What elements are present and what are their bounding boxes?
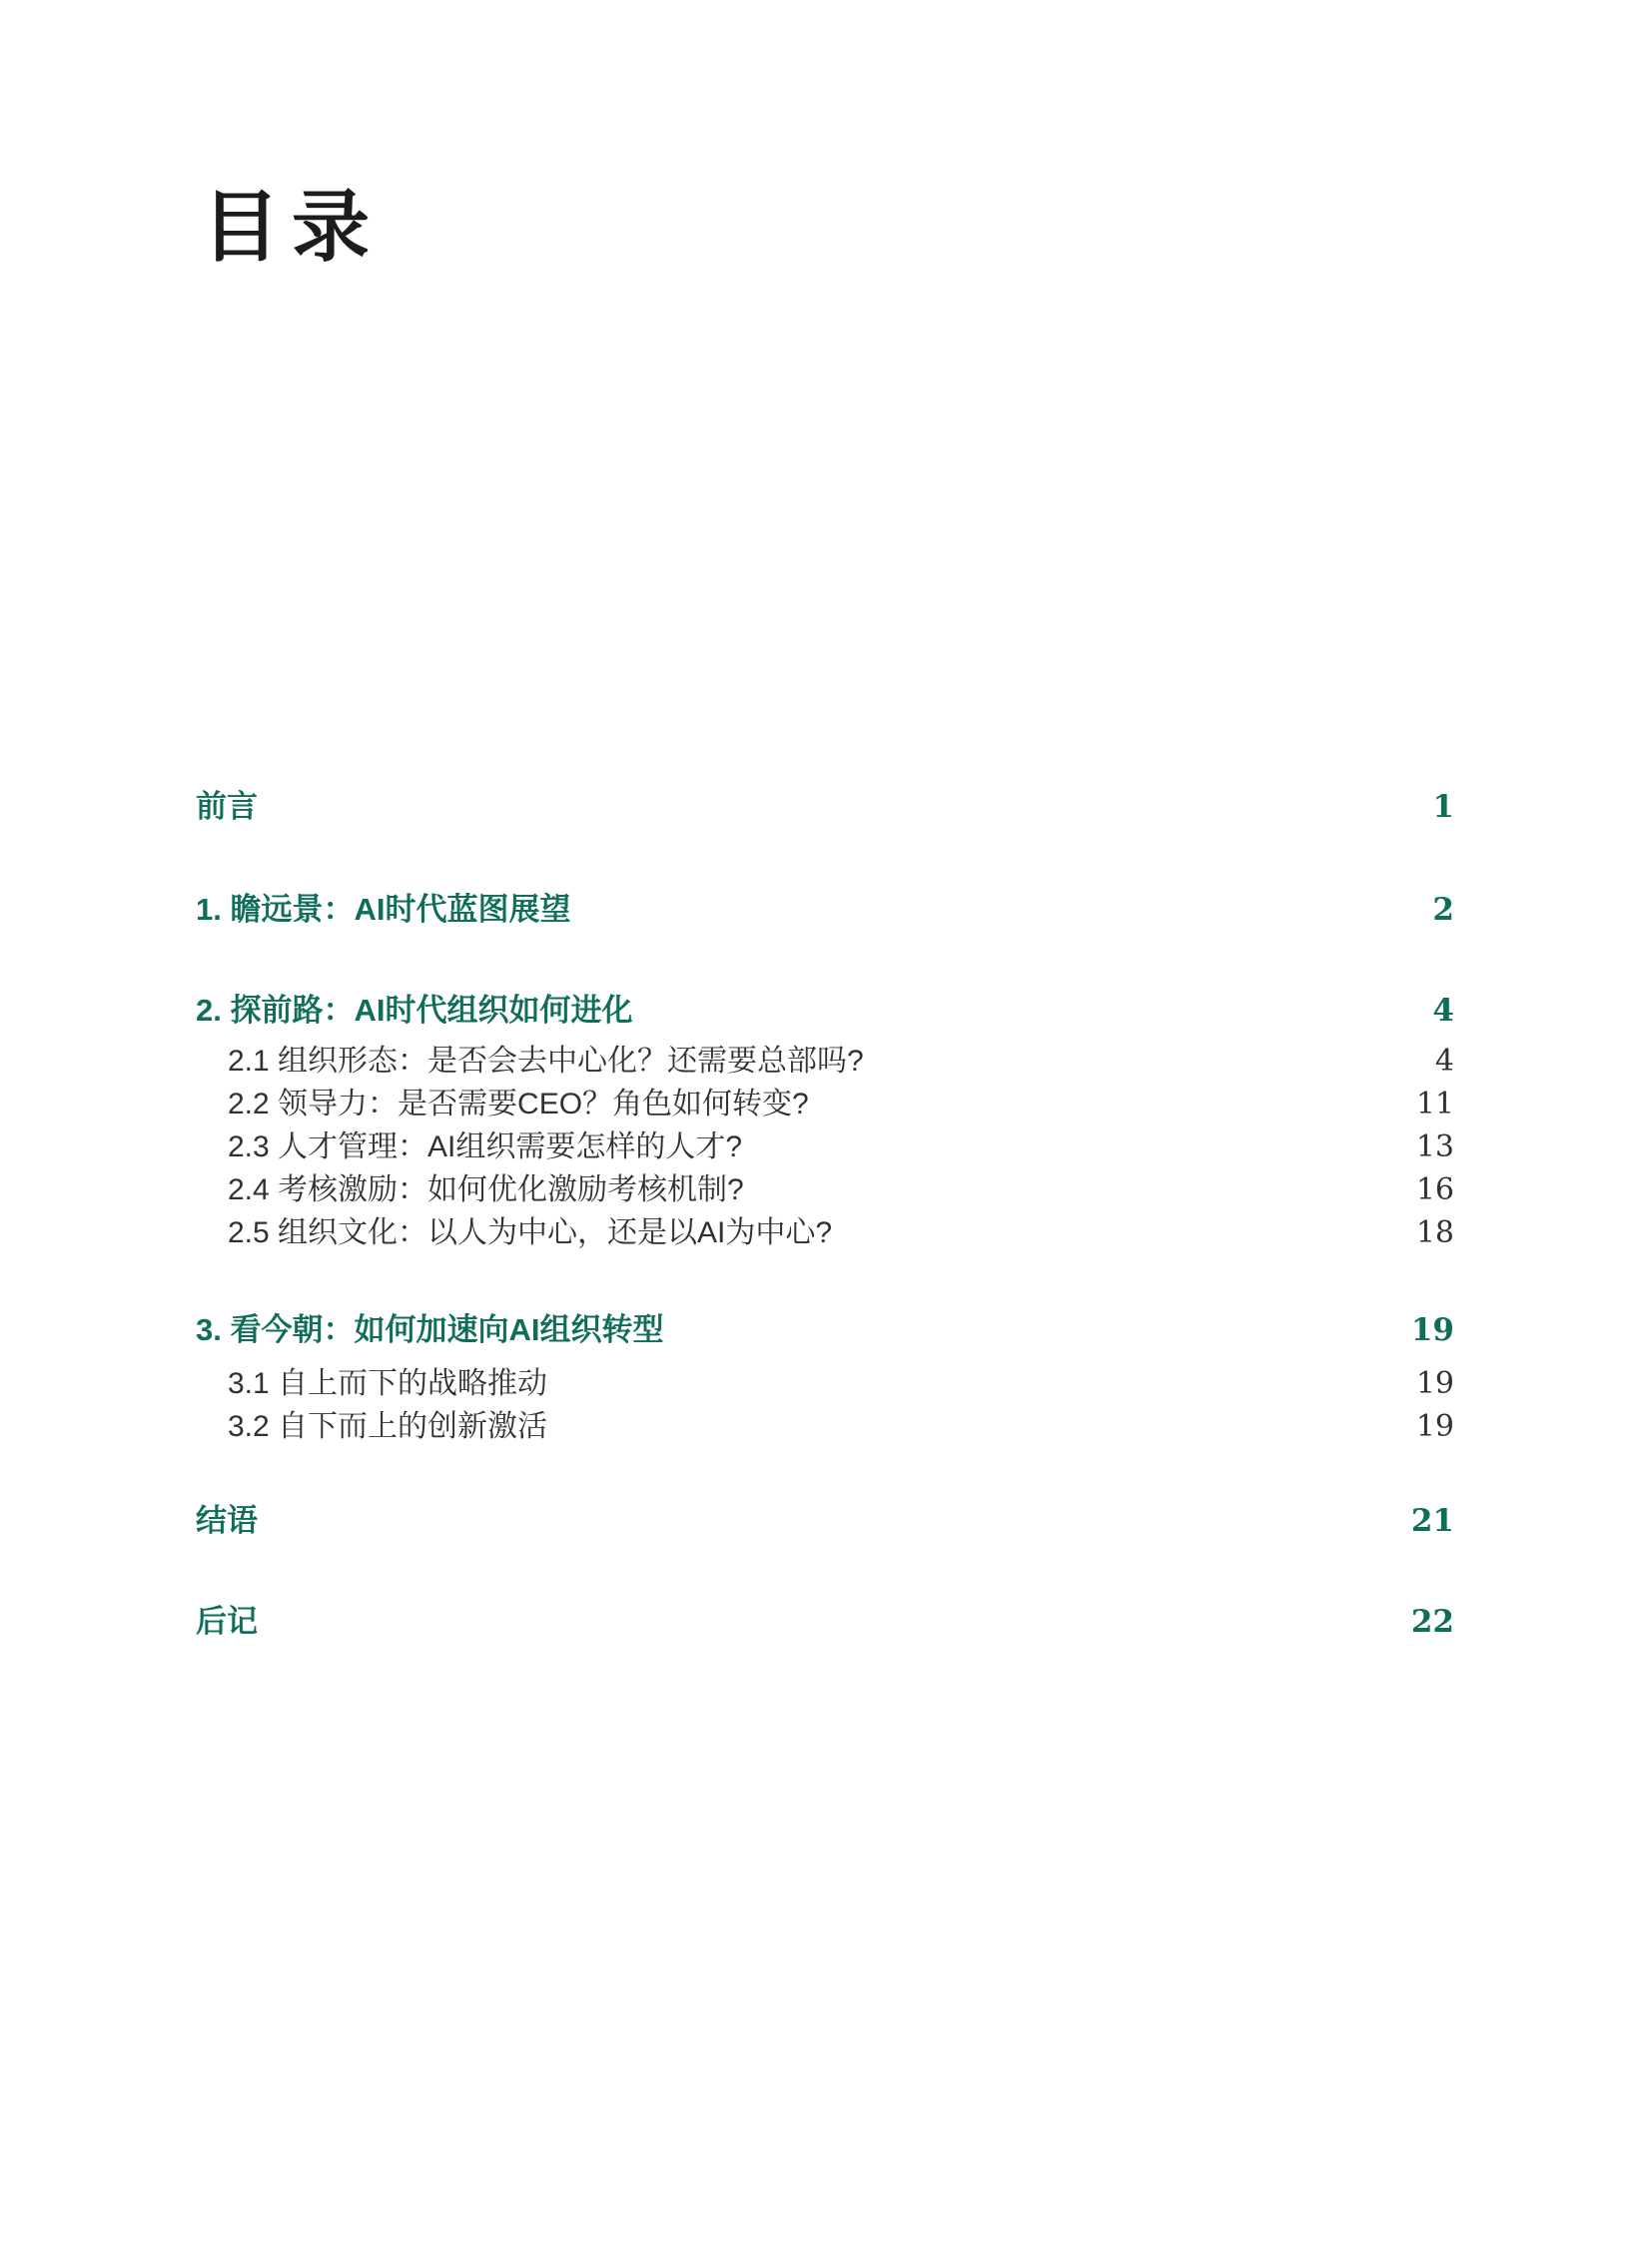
toc-entry-conclusion[interactable] [196, 1499, 1454, 1543]
toc-entry-label: 2.2 领导力：是否需要CEO？角色如何转变? [228, 1087, 809, 1120]
toc-entry-2-2[interactable] [196, 1083, 1454, 1125]
toc-entry-afterword[interactable] [196, 1600, 1454, 1644]
toc-entry-label: 前言 [196, 788, 258, 824]
page-title: 目录 [202, 182, 383, 273]
toc-entry-label: 3.2 自下而上的创新激活 [228, 1409, 548, 1443]
toc-entry-page: 11 [1415, 1086, 1454, 1121]
toc-entry-page: 4 [1434, 1043, 1454, 1079]
toc-list [196, 785, 1454, 1644]
toc-entry-label: 2.3 人才管理：AI组织需要怎样的人才? [228, 1129, 743, 1163]
toc-entry-label: 后记 [196, 1603, 258, 1639]
toc-content [196, 0, 1454, 1644]
toc-entry-page: 21 [1410, 1502, 1454, 1539]
toc-entry-page: 16 [1415, 1171, 1454, 1207]
toc-entry-3-1[interactable] [196, 1362, 1454, 1405]
toc-entry-section-3[interactable] [196, 1308, 1454, 1352]
toc-entry-preface[interactable] [196, 785, 1454, 829]
toc-entry-label: 2.4 考核激励：如何优化激励考核机制? [228, 1172, 744, 1206]
toc-entry-page: 19 [1415, 1365, 1454, 1401]
toc-entry-section-2[interactable] [196, 989, 1454, 1033]
toc-entry-label: 3.1 自上而下的战略推动 [228, 1366, 548, 1400]
toc-entry-page: 4 [1432, 992, 1454, 1029]
toc-entry-page: 19 [1410, 1311, 1454, 1348]
toc-entry-label: 结语 [196, 1502, 258, 1538]
toc-entry-page: 19 [1415, 1408, 1454, 1444]
toc-entry-2-3[interactable] [196, 1125, 1454, 1168]
toc-entry-label: 3. 看今朝：如何加速向AI组织转型 [196, 1311, 664, 1347]
toc-entry-label: 1. 瞻远景：AI时代蓝图展望 [196, 891, 571, 927]
toc-entry-label: 2.5 组织文化：以人为中心，还是以AI为中心? [228, 1215, 833, 1249]
toc-entry-2-4[interactable] [196, 1168, 1454, 1211]
toc-entry-page: 2 [1432, 891, 1454, 928]
toc-entry-label: 2.1 组织形态：是否会去中心化？还需要总部吗? [228, 1044, 864, 1078]
toc-entry-section-1[interactable] [196, 888, 1454, 932]
toc-entry-label: 2. 探前路：AI时代组织如何进化 [196, 992, 633, 1028]
toc-entry-3-2[interactable] [196, 1405, 1454, 1448]
toc-entry-2-5[interactable] [196, 1211, 1454, 1254]
toc-entry-2-1[interactable] [196, 1040, 1454, 1083]
toc-entry-page: 1 [1432, 788, 1454, 825]
toc-entry-page: 13 [1415, 1128, 1454, 1164]
toc-entry-page: 18 [1415, 1214, 1454, 1250]
toc-entry-page: 22 [1410, 1603, 1454, 1640]
